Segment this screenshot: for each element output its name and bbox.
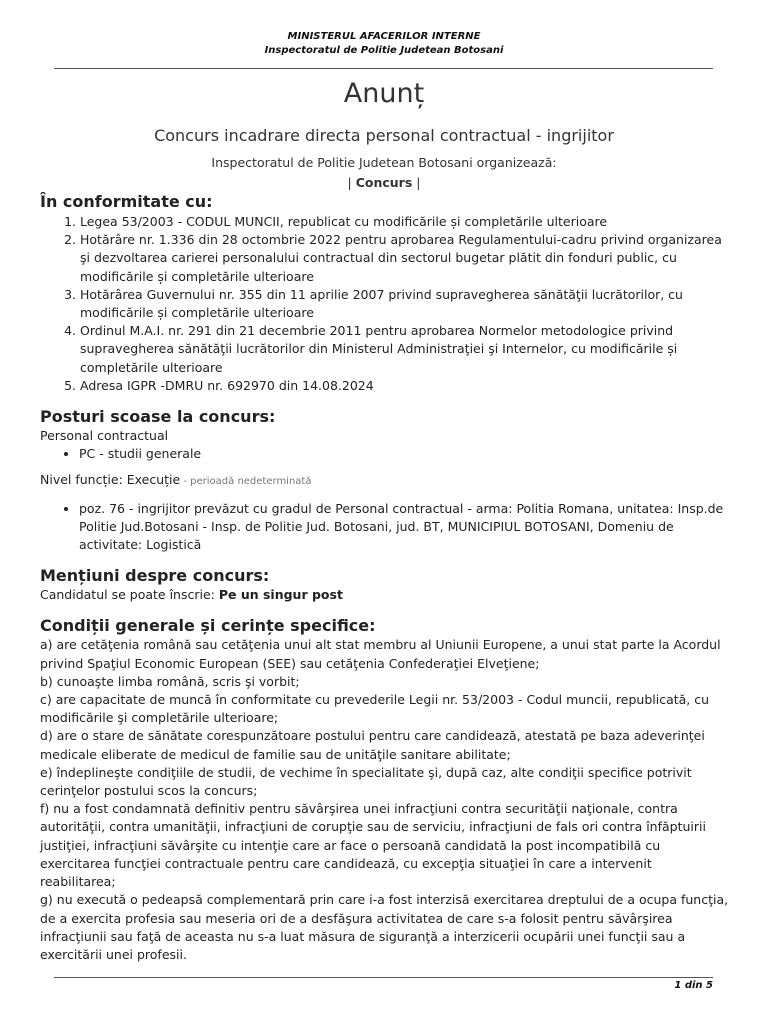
concurs-bold: Concurs [355,175,413,190]
concurs-prefix: | [347,175,356,190]
mentiuni-text [40,586,730,604]
list-item: 1. Legea 53/2003 - CODUL MUNCII, republicat cu modificările și completările ulterioare [80,213,730,231]
organizer-text: Inspectoratul de Politie Judetean Botosani organizează: [211,155,557,170]
conformitate-list [40,213,730,395]
concurs-label [0,175,768,190]
list-item: • poz. 76 - ingrijitor prevăzut cu gradul de Personal contractual - arma: Politia Romana, unitatea: Insp.de Politie Jud.Botosani - Insp. de Politie Jud. Botosani, jud. BT, MUNICIPIUL BOTOSANI, Domeniu de activitate: Logistică [79,500,730,555]
posturi-category: Personal contractual [40,428,169,444]
list-item: 2. Hotărâre nr. 1.336 din 28 octombrie 2022 pentru aprobarea Regulamentului-cadru privind organizarea şi dezvoltarea carierei personalului contractual din sectorul bugetar plătit din fonduri public, cu modificările și completările ulterioare [80,231,730,286]
list-item: 5. Adresa IGPR -DMRU nr. 692970 din 14.08.2024 [80,377,730,395]
conditie-item: f) nu a fost condamnată definitiv pentru săvârşirea unei infracţiuni contra securităţii naţionale, contra autorităţii, contra umanităţii, infracţiuni de corupţie sau de serviciu, infracţiuni de fals ori contra înfăptuirii justiţiei, infracţiuni săvârşite cu intenţie care ar face o persoană candidată la post incompatibilă cu exercitarea funcţiei contractuale pentru care candidează, cu excepţia situaţiei în care a intervenit reabilitarea; [40,801,706,890]
mentiuni-label: Candidatul se poate înscrie: [40,587,219,603]
nivel-functie [40,471,730,491]
page-number: 1 din 5 [674,980,713,991]
conditie-item: d) are o stare de sănătate corespunzătoare postului pentru care candidează, atestată pe baza adeverinţei medicale eliberate de medicul de familie sau de unităţile sanitare abilitate; [40,728,705,762]
list-item: • PC - studii generale [79,445,730,463]
footer-divider [54,977,713,978]
conditie-item: c) are capacitate de muncă în conformitate cu prevederile Legii nr. 53/2003 - Codul muncii, republicată, cu modificările şi completările ulterioare; [40,692,710,726]
header-ministry: MINISTERUL AFACERILOR INTERNE [287,31,481,42]
conditie-item: e) îndeplineşte condiţiile de studii, de vechime în specialitate şi, după caz, alte condiţii specifice potrivit cerinţelor postului scos la concurs; [40,764,692,799]
posturi-heading: Posturi scoase la concurs: [40,407,276,427]
conformitate-heading: În conformitate cu: [40,192,213,211]
mentiuni-value: Pe un singur post [218,587,343,603]
studies-list [40,445,730,463]
conditie-item: g) nu execută o pedeapsă complementară prin care i-a fost interzisă exercitarea dreptului de a ocupa funcţia, de a exercita profesia sau meseria ori de a desfăşura activitatea de care s-a folosit pentru săvârşirea infracţiunii sau faţă de aceasta nu s-a luat măsura de siguranţă a interzicerii ocupării unei funcţii sau a exercitării unei profesii. [40,892,729,962]
conditie-item: a) are cetăţenia română sau cetăţenia unui alt stat membru al Uniunii Europene, a unui stat parte la Acordul privind Spaţiul Economic European (SEE) sau cetăţenia Confederaţiei Elveţiene; [40,637,721,671]
nivel-note: - perioadă nedeterminată [180,476,312,488]
list-item: 3. Hotărârea Guvernului nr. 355 din 11 aprilie 2007 privind supravegherea sănătăţii lucrătorilor, cu modificările și completările ulterioare [80,286,730,322]
header-inspectorate: Inspectoratul de Politie Judetean Botosani [264,45,504,56]
conditii-heading: Condiții generale și cerințe specifice: [40,616,376,636]
conditie-item: b) cunoaşte limba română, scris şi vorbit; [40,673,300,689]
list-item: 4. Ordinul M.A.I. nr. 291 din 21 decembrie 2011 pentru aprobarea Normelor metodologice privind supravegherea sănătăţii lucrătorilor din Ministerul Administraţiei şi Internelor, cu modificările și completările ulterioare [80,322,730,377]
positions-list [40,500,730,555]
nivel-label: Nivel funcție: Execuție [40,472,181,488]
mentiuni-heading: Mențiuni despre concurs: [40,566,270,586]
concurs-suffix: | [412,175,421,190]
main-content [40,192,730,964]
conditii-list [40,636,730,964]
header-divider [54,68,713,69]
page-title: Anunț [343,78,425,109]
page-subtitle: Concurs incadrare directa personal contractual - ingrijitor [154,126,614,145]
